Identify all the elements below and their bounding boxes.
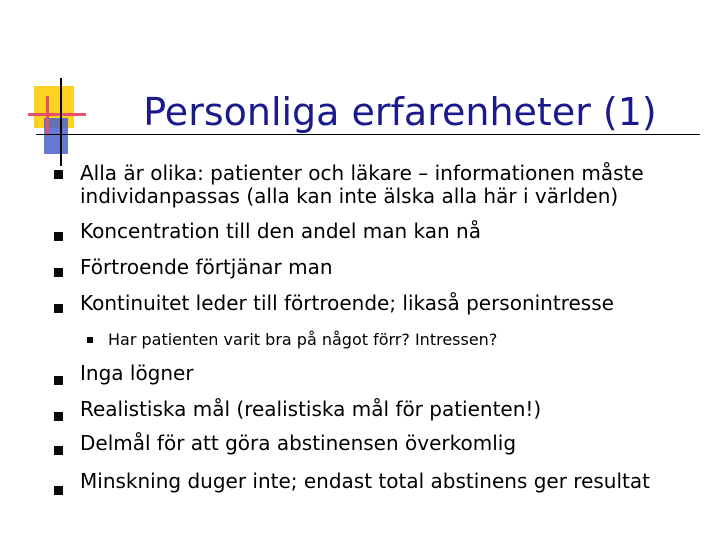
bullet-marker: [54, 170, 63, 179]
bullet-text: Förtroende förtjänar man: [80, 255, 333, 279]
bullet-marker: [54, 232, 63, 241]
sub-bullet-text: Har patienten varit bra på något förr? Intressen?: [108, 330, 498, 349]
bullet-text: Delmål för att göra abstinensen överkomlig: [80, 431, 517, 455]
sub-bullet-marker: [87, 337, 93, 343]
deco-red-vertical-line: [46, 96, 49, 134]
bullet-text: Minskning duger inte; endast total abstinens ger resultat: [80, 469, 650, 493]
bullet-marker: [54, 446, 63, 455]
bullet-text: Realistiska mål (realistiska mål för patienten!): [80, 397, 542, 421]
slide-title: Personliga erfarenheter (1): [143, 90, 657, 134]
bullet-marker: [54, 486, 63, 495]
bullet-marker: [54, 268, 63, 277]
bullet-marker: [54, 376, 63, 385]
bullet-marker: [54, 304, 63, 313]
bullet-marker: [54, 412, 63, 421]
bullet-text-line: individanpassas (alla kan inte älska alla här i världen): [80, 184, 619, 208]
bullet-text: Kontinuitet leder till förtroende; likaså personintresse: [80, 291, 614, 315]
deco-black-vertical-line: [60, 78, 62, 166]
deco-red-horizontal-line: [28, 113, 86, 116]
bullet-text-line: Alla är olika: patienter och läkare – informationen måste: [80, 161, 644, 185]
bullet-text: Koncentration till den andel man kan nå: [80, 219, 481, 243]
bullet-text: Inga lögner: [80, 361, 194, 385]
